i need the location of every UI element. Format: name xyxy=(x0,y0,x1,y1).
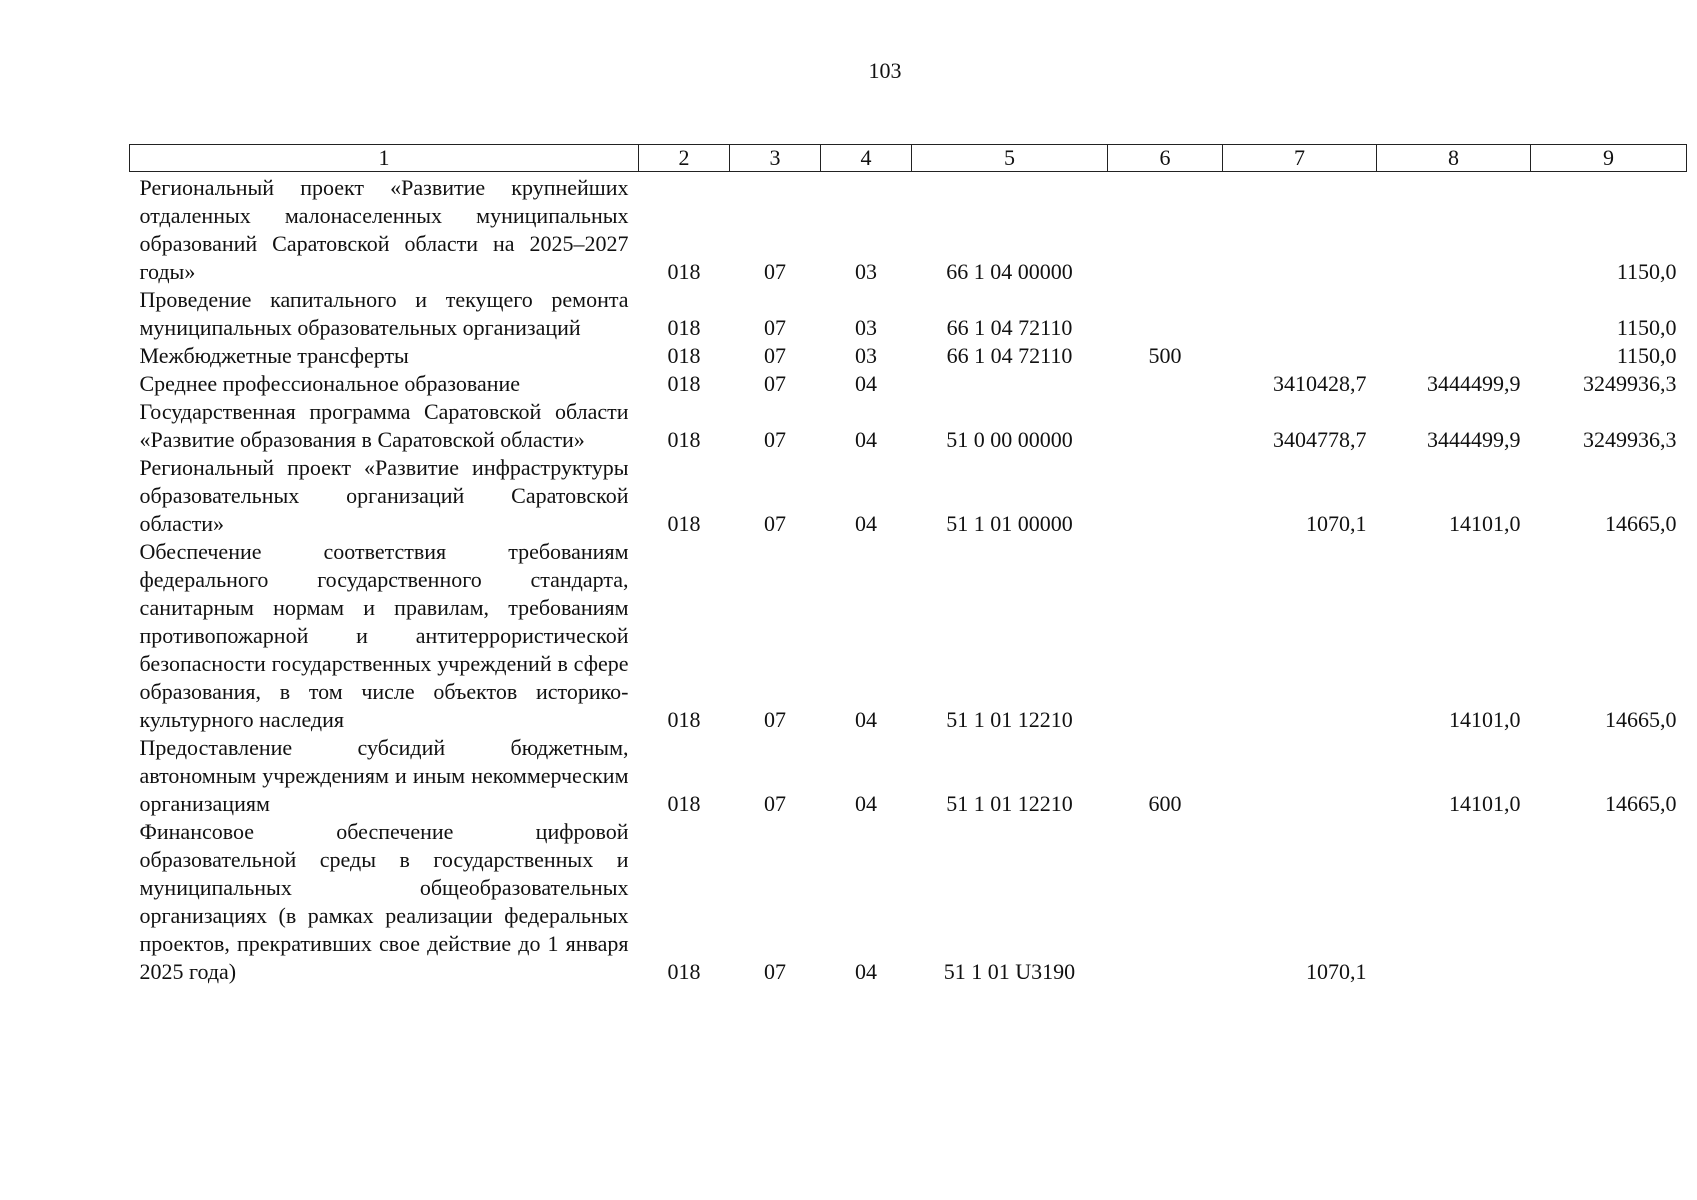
expense-type-cell: 500 xyxy=(1148,343,1182,368)
amount-col7-cell: 3404778,7 xyxy=(1273,427,1367,452)
expense-type-cell xyxy=(1108,370,1223,398)
ministry-code-cell: 018 xyxy=(667,959,701,984)
expense-type-cell xyxy=(1108,818,1223,986)
row-name-cell: Государственная программа Саратовской области «Развитие образования в Саратовской области» xyxy=(139,399,629,452)
subsection-code-cell: 04 xyxy=(855,371,877,396)
expense-type-cell xyxy=(1108,286,1223,342)
amount-col8-cell: 3444499,9 xyxy=(1427,427,1521,452)
amount-col9-cell: 3249936,3 xyxy=(1583,427,1677,452)
amount-col7-cell xyxy=(1223,286,1377,342)
amount-col7-cell xyxy=(1223,538,1377,734)
column-header: 9 xyxy=(1531,145,1687,172)
target-article-cell: 51 1 01 U3190 xyxy=(943,959,1076,984)
section-code-cell: 07 xyxy=(764,511,786,536)
section-code-cell: 07 xyxy=(764,707,786,732)
row-name-cell: Региональный проект «Развитие крупнейших отдаленных малонаселенных муниципальных образований Саратовской области на 2025–2027 годы» xyxy=(139,175,629,284)
expense-type-cell xyxy=(1108,398,1223,454)
amount-col8-cell: 14101,0 xyxy=(1449,707,1521,732)
row-name-cell: Финансовое обеспечение цифровой образовательной среды в государственных и муниципальных общеобразовательных организациях (в рамках реализации федеральных проектов, прекративших свое действие до 1 января 2025 года) xyxy=(139,819,629,984)
section-code-cell: 07 xyxy=(764,315,786,340)
column-header: 3 xyxy=(730,145,821,172)
column-header: 1 xyxy=(130,145,639,172)
subsection-code-cell: 04 xyxy=(855,791,877,816)
amount-col7-cell xyxy=(1223,342,1377,370)
subsection-code-cell: 03 xyxy=(855,259,877,284)
table-row xyxy=(130,286,1687,342)
amount-col8-cell: 14101,0 xyxy=(1449,511,1521,536)
expense-type-cell: 600 xyxy=(1148,791,1182,816)
table-row xyxy=(130,538,1687,734)
amount-col9-cell: 14665,0 xyxy=(1605,511,1677,536)
budget-table xyxy=(129,144,1687,986)
amount-col9-cell: 1150,0 xyxy=(1616,315,1677,340)
expense-type-cell xyxy=(1108,172,1223,287)
amount-col9-cell xyxy=(1531,818,1687,986)
amount-col9-cell: 14665,0 xyxy=(1605,791,1677,816)
subsection-code-cell: 04 xyxy=(855,707,877,732)
subsection-code-cell: 04 xyxy=(855,427,877,452)
target-article-cell: 66 1 04 72110 xyxy=(946,343,1073,368)
amount-col8-cell: 3444499,9 xyxy=(1427,371,1521,396)
section-code-cell: 07 xyxy=(764,791,786,816)
table-row xyxy=(130,734,1687,818)
table-row xyxy=(130,172,1687,287)
section-code-cell: 07 xyxy=(764,343,786,368)
amount-col8-cell xyxy=(1377,286,1531,342)
expense-type-cell xyxy=(1108,454,1223,538)
amount-col9-cell: 3249936,3 xyxy=(1583,371,1677,396)
amount-col7-cell xyxy=(1223,734,1377,818)
ministry-code-cell: 018 xyxy=(667,259,701,284)
column-header: 7 xyxy=(1223,145,1377,172)
ministry-code-cell: 018 xyxy=(667,371,701,396)
target-article-cell: 51 1 01 00000 xyxy=(946,511,1073,536)
ministry-code-cell: 018 xyxy=(667,791,701,816)
amount-col8-cell xyxy=(1377,172,1531,287)
table-body xyxy=(130,172,1687,987)
row-name-cell: Региональный проект «Развитие инфраструктуры образовательных организаций Саратовской области» xyxy=(139,455,629,536)
row-name-cell: Обеспечение соответствия требованиям федерального государственного стандарта, санитарным нормам и правилам, требованиям противопожарной и антитеррористической безопасности государственных учреждений в сфере образования, в том числе объектов историко-культурного наследия xyxy=(139,539,629,732)
subsection-code-cell: 04 xyxy=(855,511,877,536)
row-name-cell: Проведение капитального и текущего ремонта муниципальных образовательных организаций xyxy=(139,287,629,340)
target-article-cell: 66 1 04 00000 xyxy=(946,259,1073,284)
subsection-code-cell: 04 xyxy=(855,959,877,984)
ministry-code-cell: 018 xyxy=(667,707,701,732)
expense-type-cell xyxy=(1108,538,1223,734)
ministry-code-cell: 018 xyxy=(667,511,701,536)
column-header: 2 xyxy=(639,145,730,172)
table-row xyxy=(130,818,1687,986)
column-header: 6 xyxy=(1108,145,1223,172)
section-code-cell: 07 xyxy=(764,259,786,284)
target-article-cell: 51 0 00 00000 xyxy=(946,427,1073,452)
subsection-code-cell: 03 xyxy=(855,343,877,368)
table-header xyxy=(130,145,1687,172)
amount-col7-cell: 3410428,7 xyxy=(1273,371,1367,396)
amount-col8-cell xyxy=(1377,818,1531,986)
row-name-cell: Межбюджетные трансферты xyxy=(139,343,409,368)
amount-col7-cell: 1070,1 xyxy=(1306,511,1367,536)
table-row xyxy=(130,398,1687,454)
page-number: 103 xyxy=(868,58,902,83)
amount-col7-cell xyxy=(1223,172,1377,287)
target-article-cell xyxy=(912,370,1108,398)
subsection-code-cell: 03 xyxy=(855,315,877,340)
target-article-cell: 51 1 01 12210 xyxy=(946,791,1073,816)
table-row xyxy=(130,370,1687,398)
section-code-cell: 07 xyxy=(764,959,786,984)
column-header: 4 xyxy=(821,145,912,172)
amount-col8-cell: 14101,0 xyxy=(1449,791,1521,816)
table-row xyxy=(130,342,1687,370)
row-name-cell: Предоставление субсидий бюджетным, автономным учреждениям и иным некоммерческим организациям xyxy=(139,735,629,816)
target-article-cell: 51 1 01 12210 xyxy=(946,707,1073,732)
target-article-cell: 66 1 04 72110 xyxy=(946,315,1073,340)
table-row xyxy=(130,454,1687,538)
amount-col7-cell: 1070,1 xyxy=(1306,959,1367,984)
amount-col9-cell: 1150,0 xyxy=(1616,343,1677,368)
section-code-cell: 07 xyxy=(764,427,786,452)
header-row xyxy=(130,145,1687,172)
column-header: 5 xyxy=(912,145,1108,172)
amount-col9-cell: 14665,0 xyxy=(1605,707,1677,732)
amount-col9-cell: 1150,0 xyxy=(1616,259,1677,284)
ministry-code-cell: 018 xyxy=(667,315,701,340)
ministry-code-cell: 018 xyxy=(667,343,701,368)
column-header: 8 xyxy=(1377,145,1531,172)
section-code-cell: 07 xyxy=(764,371,786,396)
row-name-cell: Среднее профессиональное образование xyxy=(139,371,521,396)
ministry-code-cell: 018 xyxy=(667,427,701,452)
amount-col8-cell xyxy=(1377,342,1531,370)
